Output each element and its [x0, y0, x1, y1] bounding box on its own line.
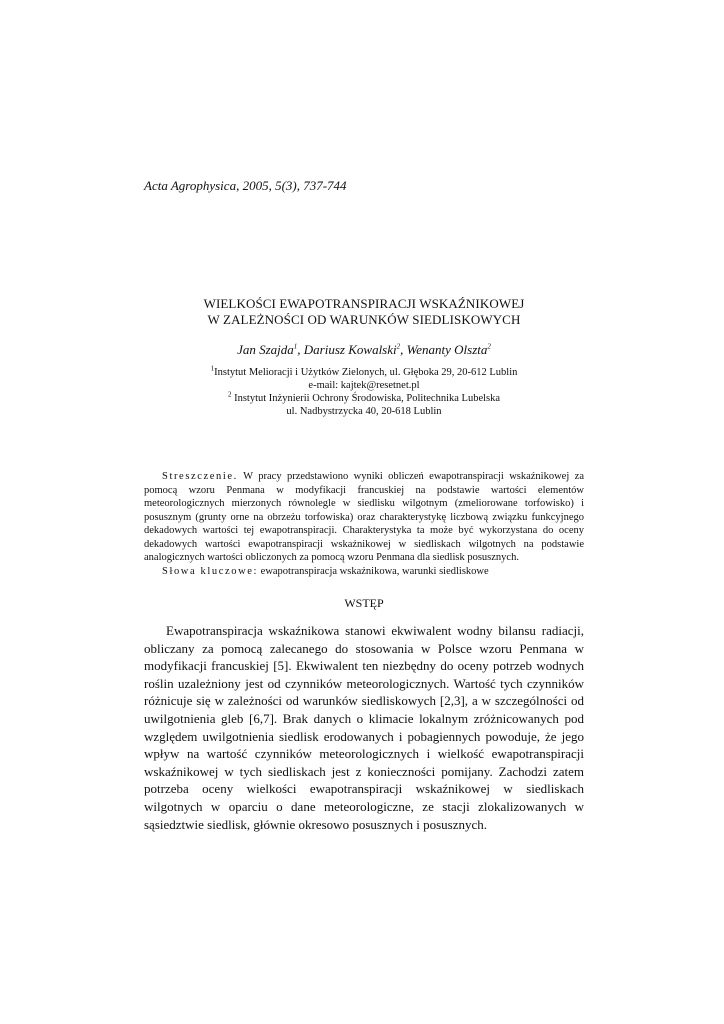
body-paragraph: Ewapotranspiracja wskaźnikowa stanowi ekwiwalent wodny bilansu radiacji, obliczany za pomocą zalecanego do stosowania w Polsce wzoru Penmana w modyfikacji francuskiej [5]. Ekwiwalent ten niezbędny do oceny potrzeb wodnych roślin uzależniony jest od czynników meteorologicznych. Wartość tych czynników różnicuje się w zależności od warunków siedliskowych [2,3], a w szczególności od uwilgotnienia gleb [6,7]. Brak danych o klimacie lokalnym zróżnicowanych pod względem uwilgotnienia siedlisk erodowanych i pobagiennych powoduje, że jego wpływ na wartość czynników meteorologicznych i wielkość ewapotranspiracji wskaźnikowej w tych siedliskach jest z konieczności pomijany. Zachodzi zatem potrzeba oceny wielkości ewapotranspiracji wskaźnikowej w siedliskach wilgotnych w oparciu o dane meteorologiczne, ze stacji zlokalizowanych w sąsiedztwie siedlisk, głównie okresowo posusznych i posusznych. [144, 623, 584, 832]
author-1-affiliation-mark: 1 [293, 342, 298, 351]
abstract-paragraph [144, 470, 584, 565]
affiliation-2-address: ul. Nadbystrzycka 40, 20-618 Lublin [286, 406, 442, 417]
paper-title-line-2: W ZALEŻNOŚCI OD WARUNKÓW SIEDLISKOWYCH [207, 312, 521, 327]
affiliation-1-mark: 1 [210, 364, 215, 373]
affiliation-2-mark: 2 [227, 390, 232, 399]
author-3-name: , Wenanty Olszta [400, 342, 488, 357]
journal-citation: Acta Agrophysica, 2005, 5(3), 737-744 [144, 178, 347, 193]
keywords-label: Słowa kluczowe: [162, 565, 259, 577]
author-list [144, 342, 584, 358]
paper-title-line-1: WIELKOŚCI EWAPOTRANSPIRACJI WSKAŹNIKOWEJ [203, 296, 525, 311]
affiliations [144, 366, 584, 418]
keywords-paragraph [144, 565, 584, 579]
author-2-affiliation-mark: 2 [396, 342, 401, 351]
section-heading: WSTĘP [344, 596, 384, 610]
author-3-affiliation-mark: 2 [487, 342, 491, 351]
author-1-name: Jan Szajda [237, 342, 294, 357]
affiliation-1-text: Instytut Melioracji i Użytków Zielonych, ul. Głęboka 29, 20-612 Lublin [214, 367, 518, 378]
affiliation-1 [144, 366, 584, 379]
affiliation-email: e-mail: kajtek@resetnet.pl [308, 380, 420, 391]
abstract [144, 470, 584, 578]
title-block [144, 296, 584, 418]
abstract-text: W pracy przedstawiono wyniki obliczeń ewapotranspiracji wskaźnikowej za pomocą wzoru Penmana w modyfikacji francuskiej na podstawie wartości elementów meteorologicznych mierzonych równolegle w siedlisku wilgotnym (zmeliorowane torfowisko) i posusznym (grunty orne na obrzeżu torfowiska) oraz charakterystykę liczbową związku funkcyjnego dekadowych wartości tej ewapotranspiracji. Charakterystyka ta może być wykorzystana do oceny dekadowych wartości ewapotranspiracji wskaźnikowej w siedliskach wilgotnych na podstawie analogicznych wartości obliczonych za pomocą wzoru Penmana dla siedlisk posusznych. [144, 471, 584, 563]
author-2-name: , Dariusz Kowalski [297, 342, 397, 357]
affiliation-2-text: Instytut Inżynierii Ochrony Środowiska, Politechnika Lubelska [231, 393, 501, 404]
affiliation-2 [144, 392, 584, 405]
abstract-label: Streszczenie. [162, 471, 238, 482]
body-text [144, 622, 584, 833]
keywords-text: ewapotranspiracja wskaźnikowa, warunki siedliskowe [258, 565, 489, 577]
